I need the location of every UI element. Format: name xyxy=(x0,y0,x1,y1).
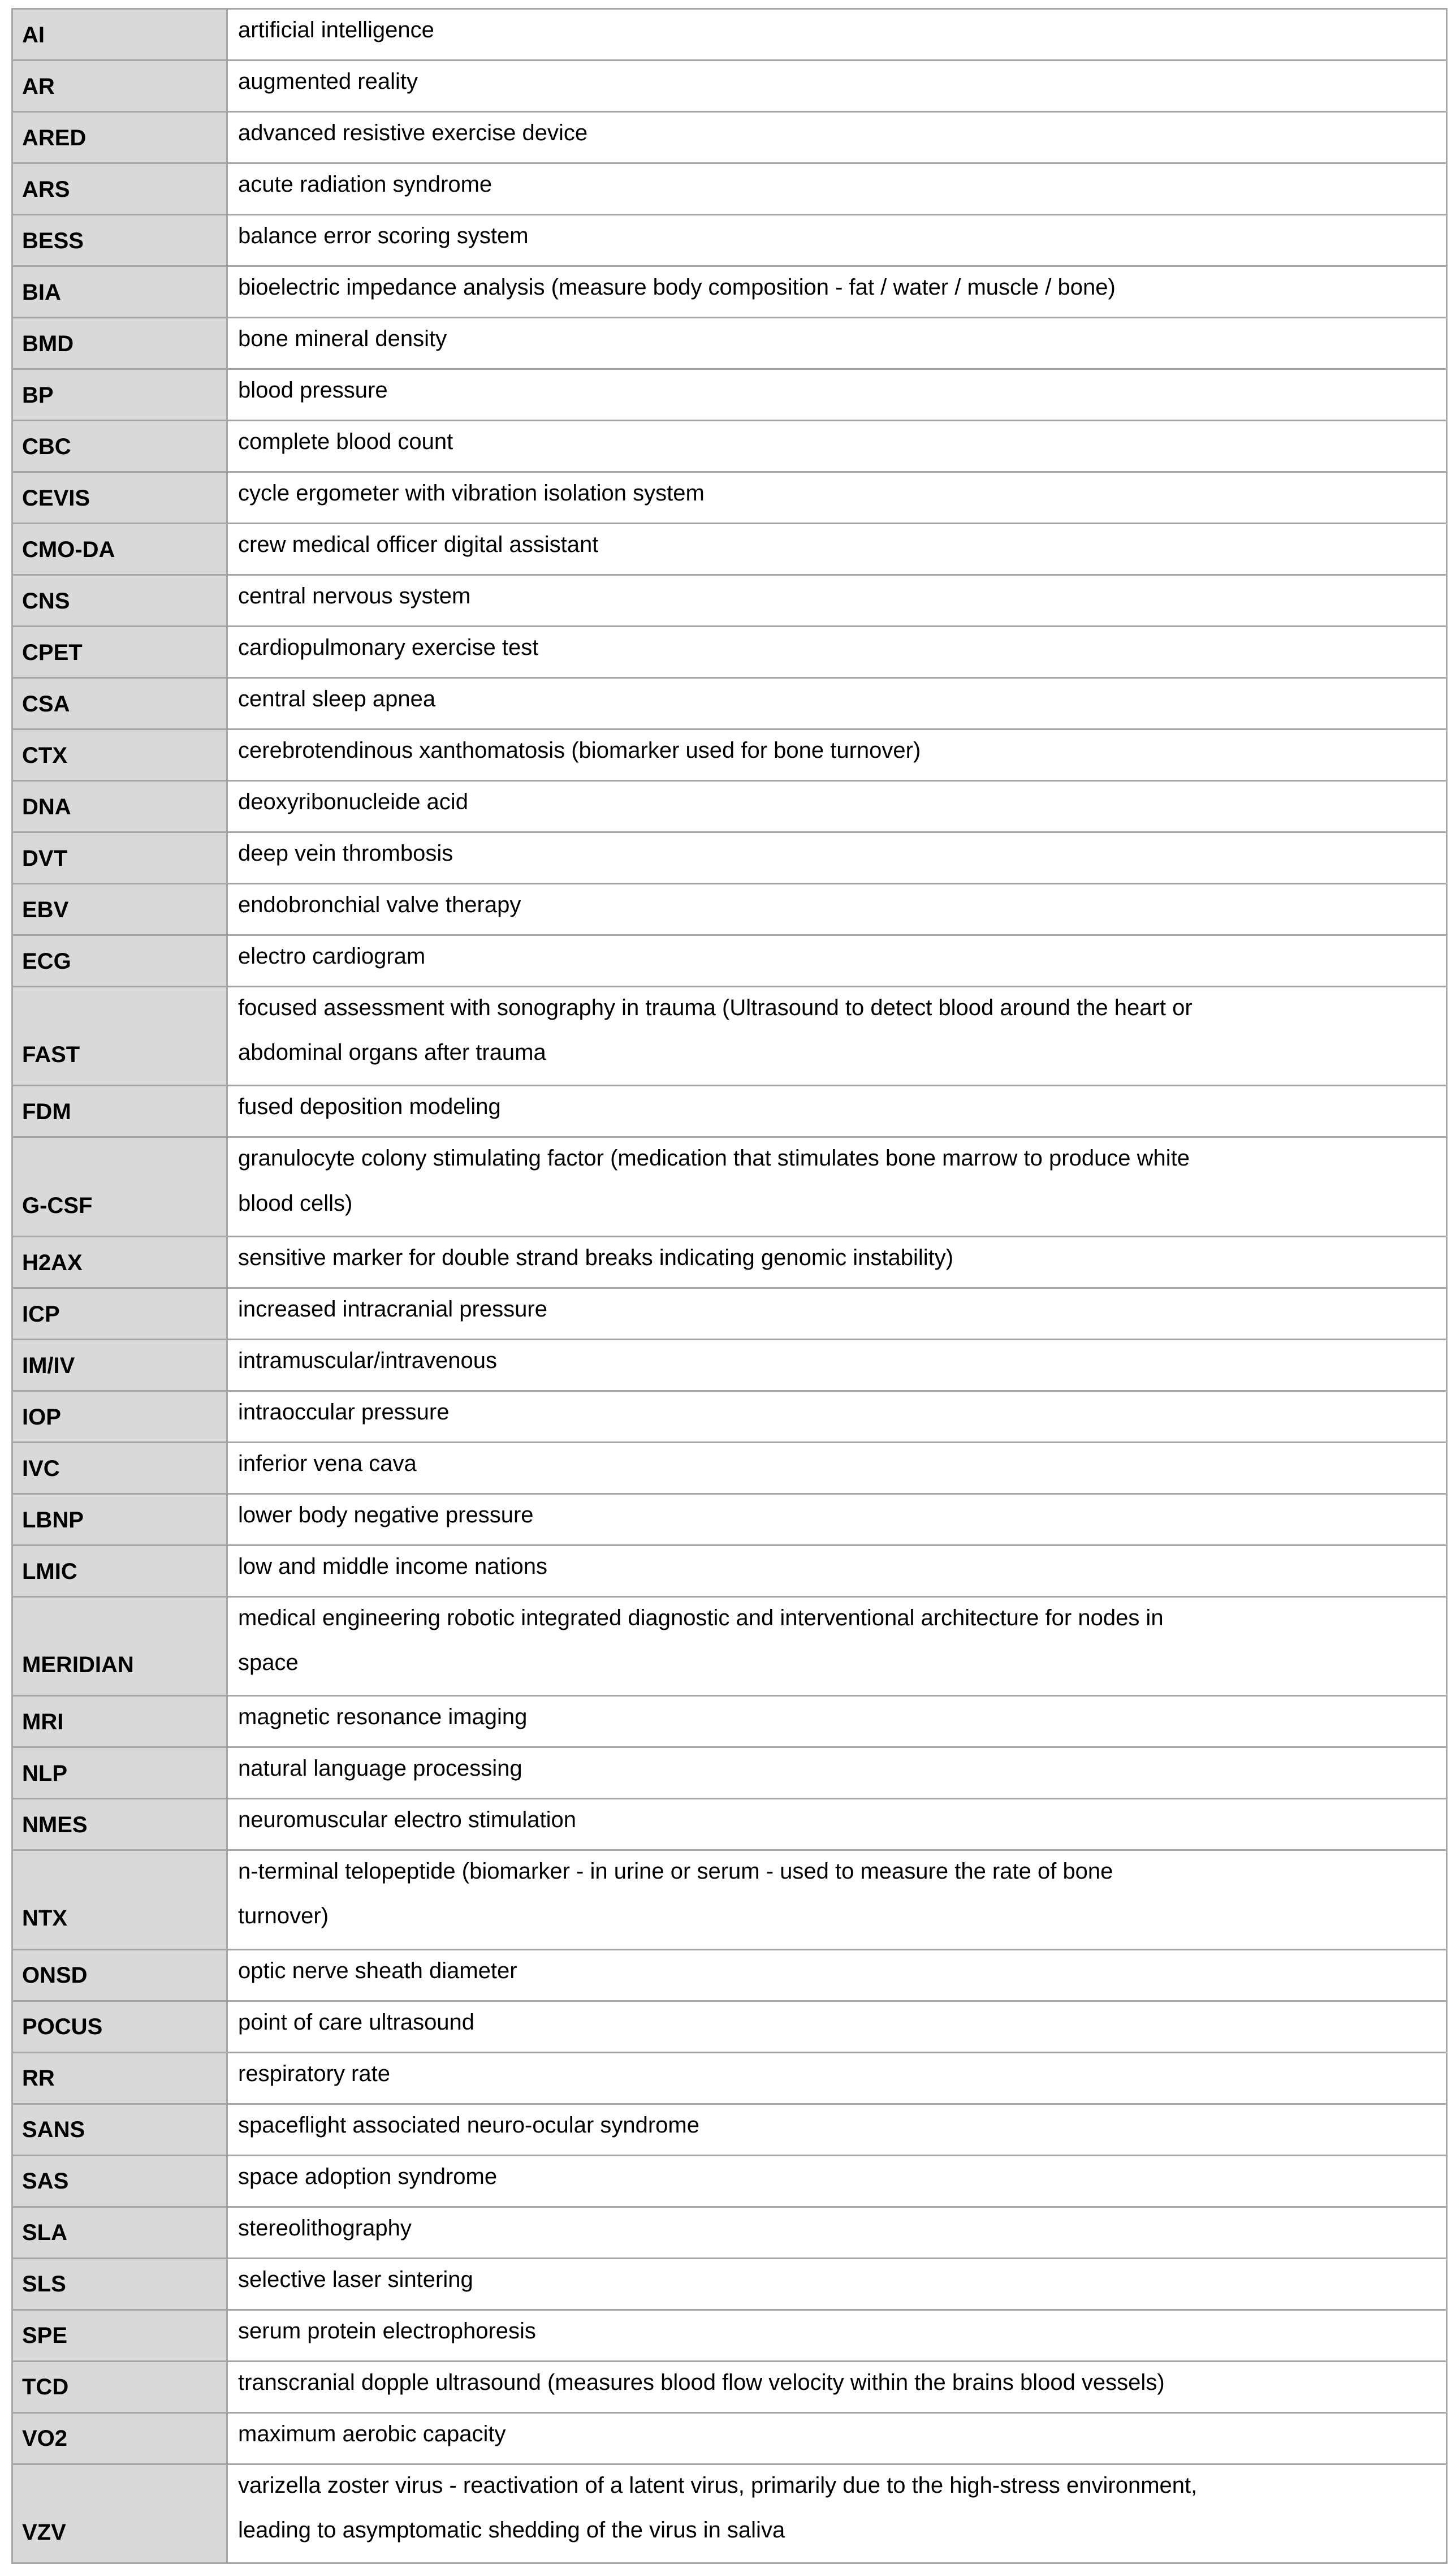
table-row xyxy=(12,1137,1447,1236)
definition-cell xyxy=(227,2310,1447,2361)
definition-cell xyxy=(227,1747,1447,1799)
definition-line: magnetic resonance imaging xyxy=(238,1704,528,1730)
table-row xyxy=(12,524,1447,575)
definition-line: advanced resistive exercise device xyxy=(238,120,588,145)
definition-line: space adoption syndrome xyxy=(238,2164,498,2189)
table-row xyxy=(12,1747,1447,1799)
definition-line: natural language processing xyxy=(238,1756,522,1781)
table-row xyxy=(12,318,1447,369)
abbreviation-cell: ECG xyxy=(12,935,227,987)
table-row xyxy=(12,1493,1447,1545)
abbreviation-cell: G-CSF xyxy=(12,1137,227,1236)
definition-cell xyxy=(227,575,1447,627)
definition-cell xyxy=(227,266,1447,318)
definition-line: bioelectric impedance analysis (measure body composition - fat / water / muscle / bone) xyxy=(238,275,1116,300)
definition-cell xyxy=(227,112,1447,163)
abbreviation-cell: IM/IV xyxy=(12,1339,227,1391)
abbreviation-cell: BIA xyxy=(12,266,227,318)
table-row xyxy=(12,472,1447,524)
definition-line: optic nerve sheath diameter xyxy=(238,1958,517,1983)
table-row xyxy=(12,730,1447,781)
definition-cell xyxy=(227,935,1447,987)
abbreviation-cell: ICP xyxy=(12,1288,227,1339)
table-row xyxy=(12,1442,1447,1493)
definition-cell xyxy=(227,1696,1447,1747)
abbreviation-table xyxy=(11,8,1448,2564)
table-row xyxy=(12,2104,1447,2155)
definition-cell xyxy=(227,369,1447,421)
definition-line: transcranial dopple ultrasound (measures blood flow velocity within the brains blood vessels) xyxy=(238,2369,1165,2395)
definition-cell xyxy=(227,678,1447,730)
table-row xyxy=(12,2207,1447,2258)
definition-cell xyxy=(227,2464,1447,2563)
abbreviation-cell: CTX xyxy=(12,730,227,781)
definition-line: cerebrotendinous xanthomatosis (biomarker used for bone turnover) xyxy=(238,738,921,763)
definition-line: fused deposition modeling xyxy=(238,1094,501,1120)
abbreviation-cell: POCUS xyxy=(12,2001,227,2052)
abbreviation-cell: NMES xyxy=(12,1799,227,1850)
table-row xyxy=(12,61,1447,112)
table-row xyxy=(12,215,1447,266)
abbreviation-cell: AI xyxy=(12,9,227,61)
abbreviation-cell: BP xyxy=(12,369,227,421)
table-row xyxy=(12,1850,1447,1949)
table-row xyxy=(12,935,1447,987)
definition-line: inferior vena cava xyxy=(238,1451,417,1476)
table-row xyxy=(12,2001,1447,2052)
abbreviation-cell: EBV xyxy=(12,884,227,935)
table-row xyxy=(12,163,1447,215)
table-row xyxy=(12,9,1447,61)
table-row xyxy=(12,2464,1447,2563)
definition-line: turnover) xyxy=(238,1903,329,1929)
definition-line: varizella zoster virus - reactivation of a latent virus, primarily due to the high-stress environment, xyxy=(238,2472,1198,2498)
table-row xyxy=(12,2155,1447,2207)
table-row xyxy=(12,1086,1447,1137)
table-row xyxy=(12,1545,1447,1596)
definition-line: blood cells) xyxy=(238,1190,353,1216)
abbreviation-cell: FAST xyxy=(12,987,227,1086)
definition-cell xyxy=(227,1949,1447,2001)
definition-cell xyxy=(227,2052,1447,2104)
definition-line: balance error scoring system xyxy=(238,223,529,248)
table-row xyxy=(12,1236,1447,1288)
definition-cell xyxy=(227,9,1447,61)
table-row xyxy=(12,369,1447,421)
definition-line: spaceflight associated neuro-ocular syndrome xyxy=(238,2112,699,2138)
abbreviation-table-body xyxy=(12,9,1447,2563)
definition-line: maximum aerobic capacity xyxy=(238,2421,506,2446)
definition-cell xyxy=(227,2155,1447,2207)
definition-line: crew medical officer digital assistant xyxy=(238,532,599,557)
abbreviation-cell: NLP xyxy=(12,1747,227,1799)
definition-cell xyxy=(227,421,1447,472)
table-row xyxy=(12,1799,1447,1850)
definition-line: central sleep apnea xyxy=(238,687,436,711)
definition-cell xyxy=(227,2258,1447,2310)
definition-cell xyxy=(227,1086,1447,1137)
abbreviation-cell: FDM xyxy=(12,1086,227,1137)
abbreviation-cell: CBC xyxy=(12,421,227,472)
definition-cell xyxy=(227,987,1447,1086)
definition-line: deoxyribonucleide acid xyxy=(238,789,468,814)
definition-cell xyxy=(227,163,1447,215)
table-row xyxy=(12,266,1447,318)
definition-cell xyxy=(227,884,1447,935)
definition-line: space xyxy=(238,1650,299,1675)
definition-line: increased intracranial pressure xyxy=(238,1296,547,1322)
definition-cell xyxy=(227,2412,1447,2464)
definition-line: low and middle income nations xyxy=(238,1553,547,1579)
table-row xyxy=(12,421,1447,472)
abbreviation-cell: RR xyxy=(12,2052,227,2104)
definition-line: granulocyte colony stimulating factor (medication that stimulates bone marrow to produce white xyxy=(238,1146,1190,1171)
definition-cell xyxy=(227,627,1447,678)
definition-cell xyxy=(227,318,1447,369)
definition-line: respiratory rate xyxy=(238,2061,390,2086)
table-row xyxy=(12,2361,1447,2412)
definition-line: artificial intelligence xyxy=(238,18,434,42)
definition-line: endobronchial valve therapy xyxy=(238,892,521,917)
definition-cell xyxy=(227,1391,1447,1442)
table-row xyxy=(12,112,1447,163)
abbreviation-cell: DVT xyxy=(12,832,227,884)
definition-line: acute radiation syndrome xyxy=(238,172,492,197)
definition-line: focused assessment with sonography in trauma (Ultrasound to detect blood around the heart or xyxy=(238,995,1193,1020)
abbreviation-cell: NTX xyxy=(12,1850,227,1949)
abbreviation-cell: SANS xyxy=(12,2104,227,2155)
table-row xyxy=(12,627,1447,678)
definition-line: selective laser sintering xyxy=(238,2267,473,2292)
abbreviation-cell: MRI xyxy=(12,1696,227,1747)
abbreviation-cell: BMD xyxy=(12,318,227,369)
definition-line: complete blood count xyxy=(238,429,453,454)
definition-cell xyxy=(227,2207,1447,2258)
definition-line: cycle ergometer with vibration isolation system xyxy=(238,481,705,506)
table-row xyxy=(12,1596,1447,1695)
abbreviation-cell: CPET xyxy=(12,627,227,678)
abbreviation-cell: ARS xyxy=(12,163,227,215)
abbreviation-cell: IVC xyxy=(12,1442,227,1493)
abbreviation-cell: SPE xyxy=(12,2310,227,2361)
table-row xyxy=(12,2052,1447,2104)
definition-line: lower body negative pressure xyxy=(238,1502,534,1527)
abbreviation-cell: ONSD xyxy=(12,1949,227,2001)
definition-line: point of care ultrasound xyxy=(238,2009,475,2035)
table-row xyxy=(12,1288,1447,1339)
definition-cell xyxy=(227,1442,1447,1493)
definition-line: deep vein thrombosis xyxy=(238,841,453,866)
abbreviation-cell: SAS xyxy=(12,2155,227,2207)
definition-line: intraoccular pressure xyxy=(238,1399,450,1425)
definition-cell xyxy=(227,472,1447,524)
abbreviation-cell: CSA xyxy=(12,678,227,730)
abbreviation-cell: LBNP xyxy=(12,1493,227,1545)
abbreviation-cell: H2AX xyxy=(12,1236,227,1288)
definition-cell xyxy=(227,61,1447,112)
definition-cell xyxy=(227,730,1447,781)
abbreviation-cell: CMO-DA xyxy=(12,524,227,575)
abbreviation-cell: LMIC xyxy=(12,1545,227,1596)
definition-line: central nervous system xyxy=(238,584,471,608)
definition-cell xyxy=(227,781,1447,832)
definition-line: stereolithography xyxy=(238,2215,412,2241)
table-row xyxy=(12,575,1447,627)
definition-cell xyxy=(227,1137,1447,1236)
definition-line: blood pressure xyxy=(238,378,388,403)
table-row xyxy=(12,1339,1447,1391)
abbreviation-cell: IOP xyxy=(12,1391,227,1442)
definition-cell xyxy=(227,2104,1447,2155)
table-row xyxy=(12,678,1447,730)
definition-line: augmented reality xyxy=(238,69,418,94)
definition-cell xyxy=(227,2361,1447,2412)
table-row xyxy=(12,1391,1447,1442)
abbreviation-cell: MERIDIAN xyxy=(12,1596,227,1695)
table-row xyxy=(12,1949,1447,2001)
definition-line: bone mineral density xyxy=(238,326,447,351)
definition-cell xyxy=(227,524,1447,575)
definition-cell xyxy=(227,1339,1447,1391)
table-row xyxy=(12,832,1447,884)
table-row xyxy=(12,884,1447,935)
table-row xyxy=(12,987,1447,1086)
definition-cell xyxy=(227,832,1447,884)
abbreviation-cell: DNA xyxy=(12,781,227,832)
definition-cell xyxy=(227,2001,1447,2052)
table-row xyxy=(12,2310,1447,2361)
definition-cell xyxy=(227,215,1447,266)
definition-line: n-terminal telopeptide (biomarker - in urine or serum - used to measure the rate of bone xyxy=(238,1859,1113,1884)
table-row xyxy=(12,781,1447,832)
abbreviation-cell: SLA xyxy=(12,2207,227,2258)
definition-cell xyxy=(227,1850,1447,1949)
abbreviation-cell: ARED xyxy=(12,112,227,163)
table-row xyxy=(12,1696,1447,1747)
definition-line: intramuscular/intravenous xyxy=(238,1348,497,1373)
abbreviation-cell: SLS xyxy=(12,2258,227,2310)
abbreviation-cell: TCD xyxy=(12,2361,227,2412)
definition-cell xyxy=(227,1288,1447,1339)
definition-line: cardiopulmonary exercise test xyxy=(238,635,539,660)
definition-cell xyxy=(227,1493,1447,1545)
definition-line: electro cardiogram xyxy=(238,944,426,969)
definition-line: neuromuscular electro stimulation xyxy=(238,1807,577,1833)
definition-line: abdominal organs after trauma xyxy=(238,1040,546,1065)
abbreviation-cell: VO2 xyxy=(12,2412,227,2464)
definition-line: medical engineering robotic integrated diagnostic and interventional architecture for nodes in xyxy=(238,1605,1164,1630)
table-row xyxy=(12,2258,1447,2310)
table-row xyxy=(12,2412,1447,2464)
abbreviation-cell: BESS xyxy=(12,215,227,266)
definition-cell xyxy=(227,1236,1447,1288)
abbreviation-cell: AR xyxy=(12,61,227,112)
abbreviation-cell: CEVIS xyxy=(12,472,227,524)
abbreviation-cell: CNS xyxy=(12,575,227,627)
definition-cell xyxy=(227,1799,1447,1850)
definition-cell xyxy=(227,1545,1447,1596)
definition-line: serum protein electrophoresis xyxy=(238,2318,536,2343)
definition-cell xyxy=(227,1596,1447,1695)
definition-line: sensitive marker for double strand breaks indicating genomic instability) xyxy=(238,1245,954,1270)
definition-line: leading to asymptomatic shedding of the virus in saliva xyxy=(238,2517,785,2543)
abbreviation-cell: VZV xyxy=(12,2464,227,2563)
